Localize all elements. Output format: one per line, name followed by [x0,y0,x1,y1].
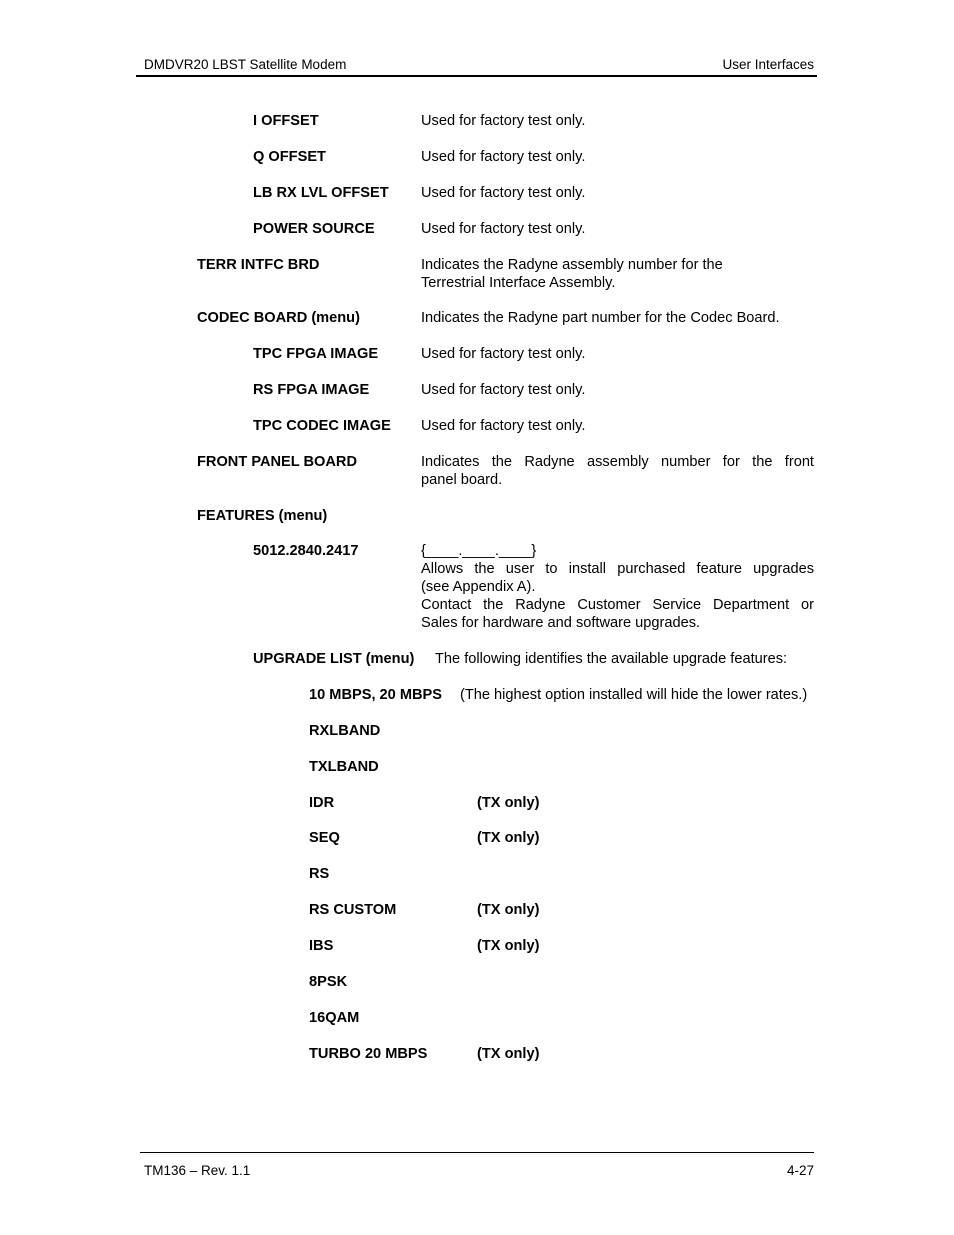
desc-upgrade-list: The following identifies the available upgrade features: [435,651,788,667]
term-tpc-fpga-image: TPC FPGA IMAGE [253,346,379,362]
desc-lb-rx-lvl-offset: Used for factory test only. [421,185,586,201]
upgrade-16qam: 16QAM [309,1010,360,1026]
desc-terr-intfc-brd [421,256,814,292]
upgrade-seq: SEQ [309,830,340,846]
term-codec-board: CODEC BOARD (menu) [197,310,360,326]
term-rs-fpga-image: RS FPGA IMAGE [253,382,370,398]
desc-codec-board: Indicates the Radyne part number for the Codec Board. [421,310,780,326]
term-lb-rx-lvl-offset: LB RX LVL OFFSET [253,185,389,201]
upgrade-mbps-note: (The highest option installed will hide the lower rates.) [460,687,808,703]
page-header [136,55,817,77]
desc-front-panel-board [421,453,814,489]
header-doc-title: DMDVR20 LBST Satellite Modem [144,57,347,72]
desc-line: Terrestrial Interface Assembly. [421,275,616,291]
desc-q-offset: Used for factory test only. [421,149,586,165]
upgrade-ibs: IBS [309,938,334,954]
term-feature-code: 5012.2840.2417 [253,543,359,559]
upgrade-idr-note: (TX only) [477,795,540,811]
desc-line: (see Appendix A). [421,579,536,595]
desc-i-offset: Used for factory test only. [421,113,586,129]
upgrade-rxlband: RXLBAND [309,723,381,739]
term-power-source: POWER SOURCE [253,221,375,237]
term-i-offset: I OFFSET [253,113,319,129]
upgrade-seq-note: (TX only) [477,830,540,846]
desc-tpc-fpga-image: Used for factory test only. [421,346,586,362]
term-front-panel-board: FRONT PANEL BOARD [197,454,357,470]
upgrade-turbo-20-mbps-note: (TX only) [477,1046,540,1062]
desc-line: Indicates the Radyne assembly number for the [421,257,723,273]
page-footer [140,1152,814,1178]
desc-feature-code [421,542,814,632]
upgrade-idr: IDR [309,795,335,811]
desc-power-source: Used for factory test only. [421,221,586,237]
upgrade-turbo-20-mbps: TURBO 20 MBPS [309,1046,428,1062]
desc-line: Allows the user to install purchased feature upgrades [421,561,814,577]
upgrade-rs: RS [309,866,330,882]
upgrade-txlband: TXLBAND [309,759,379,775]
upgrade-8psk: 8PSK [309,974,348,990]
footer-revision: TM136 – Rev. 1.1 [144,1163,251,1178]
footer-page-number: 4-27 [786,1163,814,1178]
upgrade-rs-custom: RS CUSTOM [309,902,397,918]
term-features: FEATURES (menu) [197,508,328,524]
upgrade-mbps: 10 MBPS, 20 MBPS [309,687,443,703]
upgrade-rs-custom-note: (TX only) [477,902,540,918]
desc-tpc-codec-image: Used for factory test only. [421,418,586,434]
feature-code-entry-field: {____.____.____} [421,543,537,559]
upgrade-ibs-note: (TX only) [477,938,540,954]
desc-line: Indicates the Radyne assembly number for the front [421,454,814,470]
desc-line: Sales for hardware and software upgrades. [421,615,701,631]
term-terr-intfc-brd: TERR INTFC BRD [197,257,320,273]
desc-line: panel board. [421,472,503,488]
term-q-offset: Q OFFSET [253,149,326,165]
desc-rs-fpga-image: Used for factory test only. [421,382,586,398]
term-tpc-codec-image: TPC CODEC IMAGE [253,418,391,434]
header-section-title: User Interfaces [722,57,814,72]
desc-line: Contact the Radyne Customer Service Department or [421,597,814,613]
term-upgrade-list: UPGRADE LIST (menu) [253,651,415,667]
